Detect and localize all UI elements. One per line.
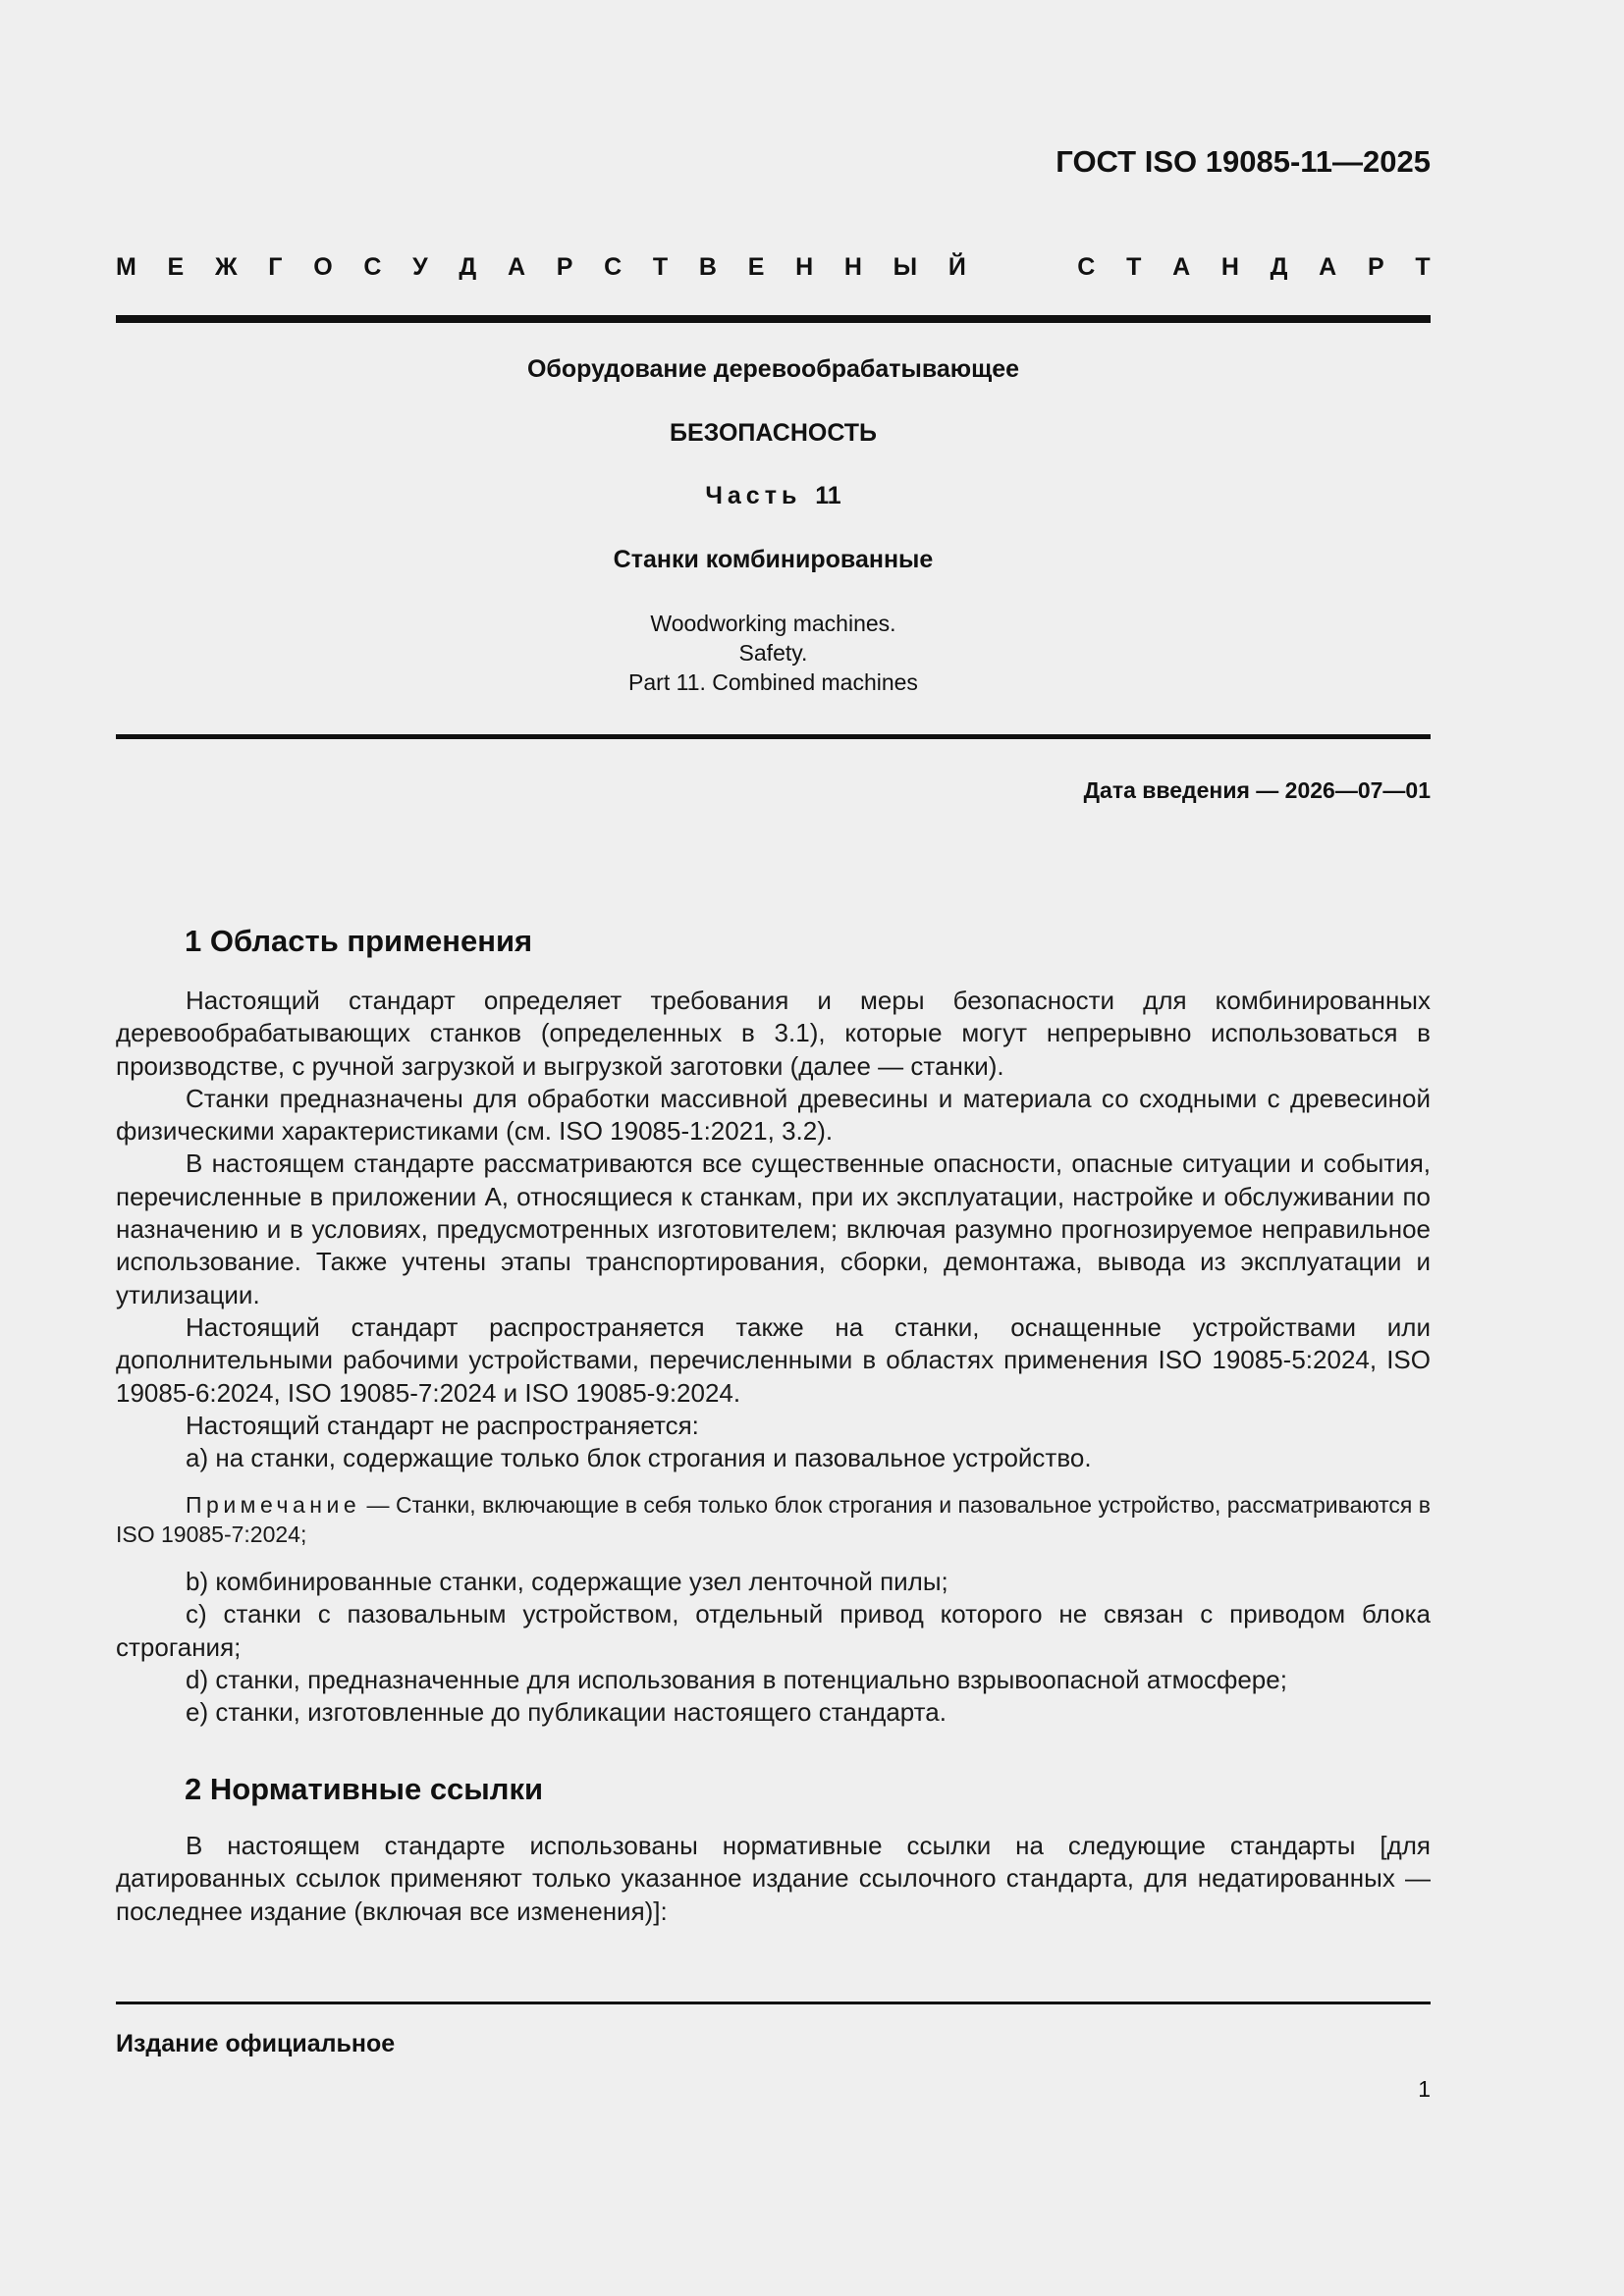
page-number: 1 <box>1418 2076 1431 2102</box>
banner-letter: С <box>604 253 623 281</box>
list-item: d) станки, предназначенные для использования в потенциально взрывоопасной атмосфере; <box>186 1664 1287 1694</box>
banner-letter: У <box>412 253 428 281</box>
footer-rule <box>116 2002 1431 2004</box>
banner-word-gap <box>998 253 1047 282</box>
note-text: — Станки, включающие в себя только блок строгания и пазовальное устройство, рассматриваются в ISO 19085-7:2024; <box>116 1492 1431 1547</box>
list-item: а) на станки, содержащие только блок строгания и пазовальное устройство. <box>186 1443 1092 1473</box>
title-bottom-rule <box>116 734 1431 739</box>
banner-letter: Т <box>652 253 669 281</box>
banner-letter: Е <box>747 253 765 281</box>
top-thick-rule <box>116 315 1431 323</box>
paragraph: В настоящем стандарте использованы нормативные ссылки на следующие стандарты [для датированных ссылок применяют только указанное издание ссылочного стандарта, для недатированных — последнее издание (включая все изменения)]: <box>116 1831 1431 1926</box>
list-item: b) комбинированные станки, содержащие узел ленточной пилы; <box>186 1567 948 1596</box>
english-title-line: Safety. <box>738 640 808 666</box>
banner-letter: В <box>698 253 717 281</box>
banner-letter: Ы <box>893 253 918 281</box>
banner-letter: Т <box>1126 253 1142 281</box>
banner-letter: Н <box>795 253 814 281</box>
banner-letter: Д <box>459 253 477 281</box>
banner-letter: А <box>507 253 526 281</box>
part-number: 11 <box>815 482 841 509</box>
english-title <box>116 609 1431 697</box>
banner-letter: А <box>1319 253 1337 281</box>
paragraph: Настоящий стандарт распространяется также на станки, оснащенные устройствами или дополнительными рабочими устройствами, перечисленными в областях применения ISO 19085-5:2024, ISO 19085-6:2024, ISO 19085-7:2024 и ISO 19085-9:2024. <box>116 1311 1431 1408</box>
standard-code: ГОСТ ISO 19085-11—2025 <box>1056 144 1431 179</box>
banner-letter: Ж <box>214 253 238 281</box>
introduction-date: Дата введения — 2026—07—01 <box>1083 777 1431 803</box>
paragraph: Настоящий стандарт не распространяется: <box>186 1410 699 1440</box>
section-2-body <box>116 1830 1431 1928</box>
banner-letter: Н <box>843 253 862 281</box>
official-edition: Издание официальное <box>116 2030 396 2057</box>
banner-letter: Т <box>1415 253 1431 281</box>
banner-letter: Д <box>1270 253 1288 281</box>
interstate-standard-banner <box>116 253 1431 282</box>
banner-letter: С <box>1077 253 1096 281</box>
banner-letter: С <box>363 253 382 281</box>
section-1-body <box>116 985 1431 1474</box>
note <box>116 1490 1431 1549</box>
part-word: Часть <box>705 482 802 509</box>
title-line-safety: БЕЗОПАСНОСТЬ <box>669 419 878 447</box>
banner-letter: А <box>1172 253 1191 281</box>
exclusion-list <box>116 1566 1431 1729</box>
banner-letter: Й <box>947 253 966 281</box>
paragraph: Настоящий стандарт определяет требования и меры безопасности для комбинированных деревообрабатывающих станков (определенных в 3.1), которые могут непрерывно использоваться в производстве, с ручной загрузкой и выгрузкой заготовки (далее — станки). <box>116 986 1431 1081</box>
banner-letter: Н <box>1220 253 1239 281</box>
banner-letter: Е <box>167 253 185 281</box>
paragraph: Станки предназначены для обработки массивной древесины и материала со сходными с древесиной физическими характеристиками (см. ISO 19085-1:2021, 3.2). <box>116 1083 1431 1147</box>
note-label: Примечание <box>186 1492 361 1518</box>
title-line-equipment: Оборудование деревообрабатывающее <box>526 355 1020 383</box>
section-1-heading: 1 Область применения <box>185 924 533 958</box>
banner-letter: О <box>313 253 333 281</box>
list-item: c) станки с пазовальным устройством, отдельный привод которого не связан с приводом блока строгания; <box>116 1599 1431 1662</box>
list-item: e) станки, изготовленные до публикации настоящего стандарта. <box>186 1697 947 1728</box>
paragraph: В настоящем стандарте рассматриваются все существенные опасности, опасные ситуации и события, перечисленные в приложении А, относящиеся к станкам, при их эксплуатации, настройке и обслуживании по назначению и в условиях, предусмотренных изготовителем; включая разумно прогнозируемое неправильное использование. Также учтены этапы транспортирования, сборки, демонтажа, вывода из эксплуатации и утилизации. <box>116 1148 1431 1309</box>
banner-letter: Р <box>556 253 573 281</box>
banner-letter: М <box>116 253 136 281</box>
banner-letter: Р <box>1367 253 1384 281</box>
title-line-combined: Станки комбинированные <box>613 546 934 573</box>
title-part <box>116 482 1431 510</box>
section-2-heading: 2 Нормативные ссылки <box>185 1772 544 1806</box>
banner-letter: Г <box>268 253 283 281</box>
english-title-line: Part 11. Combined machines <box>628 669 918 695</box>
english-title-line: Woodworking machines. <box>650 611 896 636</box>
